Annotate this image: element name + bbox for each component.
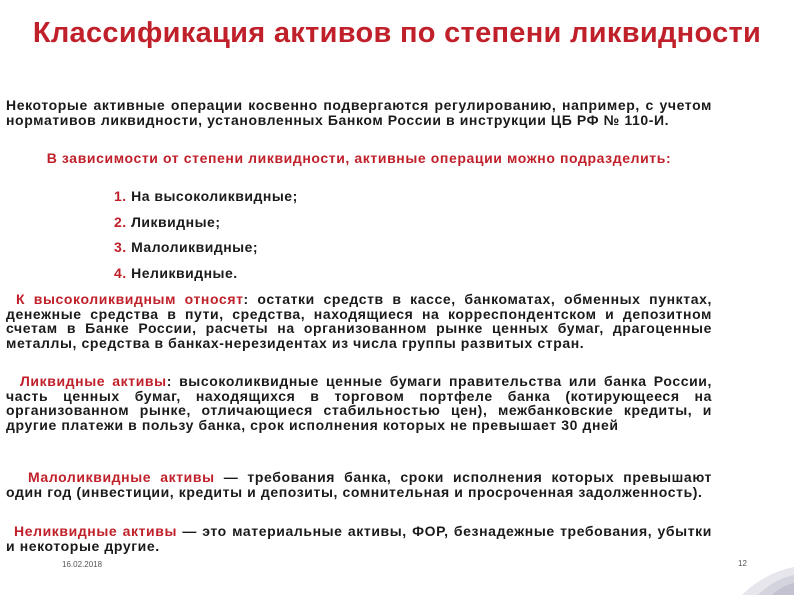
illiquid-paragraph (6, 524, 712, 553)
list-item-number: 1. (114, 188, 127, 204)
list-item-number: 4. (114, 264, 127, 281)
list-item (114, 237, 298, 263)
liquidity-list (114, 186, 298, 288)
paragraph-lead: К высоколиквидным относят (16, 291, 244, 307)
list-item (114, 186, 298, 212)
low-liquid-paragraph (6, 470, 712, 499)
paragraph-lead: Неликвидные активы (14, 523, 178, 539)
list-item (114, 212, 298, 238)
list-item-text: Ликвидные; (131, 213, 221, 230)
list-item-text: Неликвидные. (131, 264, 238, 281)
liquid-paragraph (6, 374, 712, 432)
list-item-text: Малоликвидные; (131, 239, 259, 255)
footer-date: 16.02.2018 (62, 560, 103, 569)
paragraph-text: — требования банка, сроки исполнения которых превышают один год (инвестиции, кредиты и депозиты, сомнительная и просроченная задолженность). (6, 469, 712, 500)
page-number: 12 (738, 559, 747, 568)
list-item-text: На высоколиквидные; (131, 188, 298, 204)
paragraph-text: : высоколиквидные ценные бумаги правительства или банка России, часть ценных бумаг, находящихся в торговом портфеле банка (котирующееся на организованном рынке, отличающиеся стабильностью цен), межбанковские кредиты, и другие платежи в пользу банка, срок исполнения которых не превышает 30 дней (6, 373, 713, 433)
list-item (114, 263, 298, 289)
paragraph-text: — это материальные активы, ФОР, безнадежные требования, убытки и некоторые другие. (6, 523, 712, 554)
subheading: В зависимости от степени ликвидности, активные операции можно подразделить: (46, 150, 672, 166)
slide-title: Классификация активов по степени ликвидности (32, 17, 762, 49)
paragraph-lead: Ликвидные активы (20, 373, 167, 389)
list-item-number: 2. (114, 213, 127, 230)
paragraph-lead: Малоликвидные активы (28, 469, 215, 485)
highly-liquid-paragraph (6, 292, 712, 350)
list-item-number: 3. (114, 239, 127, 255)
corner-decoration-icon (734, 565, 794, 595)
paragraph-text: : остатки средств в кассе, банкоматах, обменных пунктах, денежные средства в пути, средства, находящиеся на корреспондентском и депозитном счетам в Банке России, расчеты на организованном рынке ценных бумаг, драгоценные металлы, средства в банках-нерезидентах из числа группы развитых стран. (6, 291, 712, 351)
intro-paragraph: Некоторые активные операции косвенно подвергаются регулированию, например, с учетом нормативов ликвидности, установленных Банком России в инструкции ЦБ РФ № 110-И. (6, 97, 712, 128)
